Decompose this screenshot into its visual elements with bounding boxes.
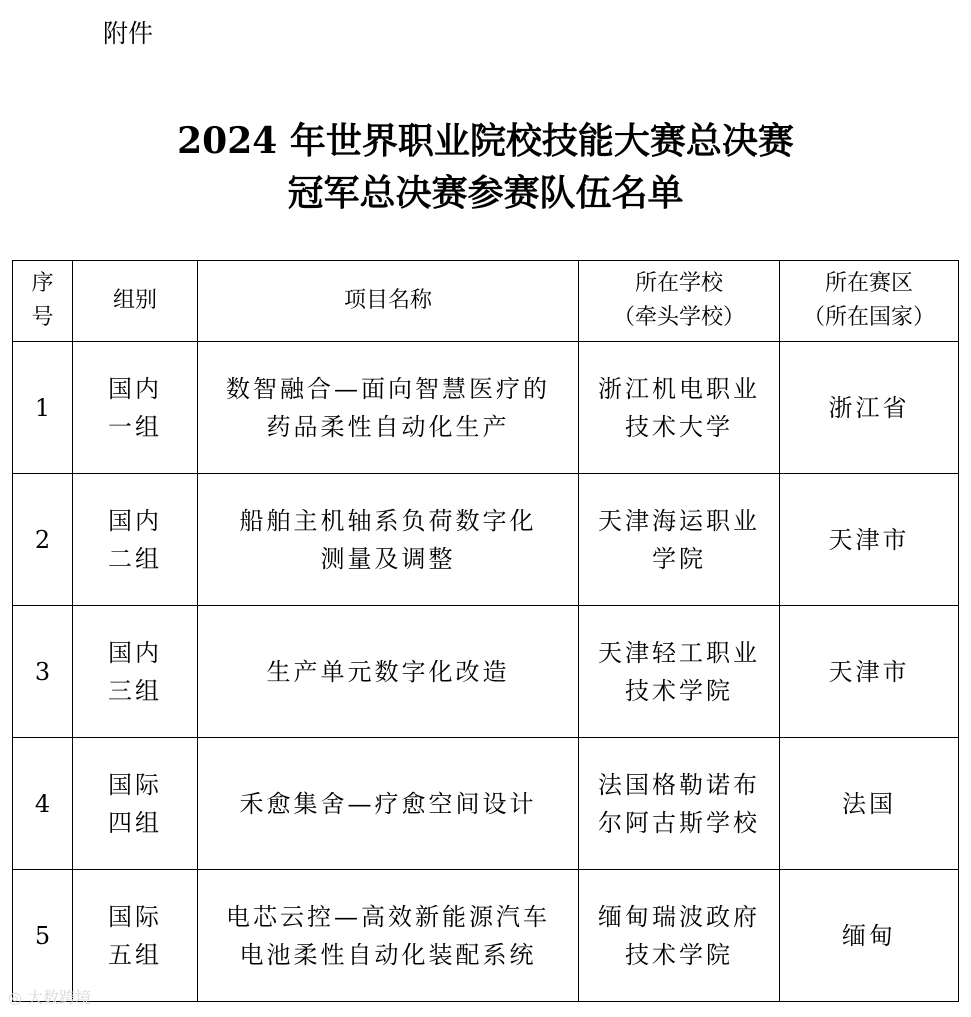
cell-group: 国内 一组 (73, 342, 198, 474)
cell-seq: 2 (13, 474, 73, 606)
cell-project: 电芯云控—高效新能源汽车 电池柔性自动化装配系统 (198, 870, 579, 1002)
cell-seq: 1 (13, 342, 73, 474)
table-row (13, 870, 959, 1002)
cell-project: 禾愈集舍—疗愈空间设计 (198, 738, 579, 870)
team-roster-table (12, 260, 959, 1002)
table-row (13, 738, 959, 870)
attachment-label: 附件 (103, 19, 154, 48)
watermark-logo-icon: ◎ (8, 988, 22, 1007)
cell-seq: 5 (13, 870, 73, 1002)
cell-group: 国际 四组 (73, 738, 198, 870)
cell-region: 浙江省 (780, 342, 959, 474)
cell-school: 缅甸瑞波政府 技术学院 (579, 870, 780, 1002)
cell-group: 国际 五组 (73, 870, 198, 1002)
watermark (8, 985, 91, 1008)
cell-region: 天津市 (780, 606, 959, 738)
header-region: 所在赛区 （所在国家） (780, 261, 959, 342)
header-seq: 序 号 (13, 261, 73, 342)
cell-school: 法国格勒诺布 尔阿古斯学校 (579, 738, 780, 870)
cell-seq: 3 (13, 606, 73, 738)
header-group: 组别 (73, 261, 198, 342)
title-line-2: 冠军总决赛参赛队伍名单 (287, 172, 684, 214)
cell-group: 国内 二组 (73, 474, 198, 606)
cell-project: 船舶主机轴系负荷数字化 测量及调整 (198, 474, 579, 606)
cell-school: 天津海运职业 学院 (579, 474, 780, 606)
table-row (13, 606, 959, 738)
document-title (0, 115, 971, 219)
cell-group: 国内 三组 (73, 606, 198, 738)
cell-region: 天津市 (780, 474, 959, 606)
cell-project: 生产单元数字化改造 (198, 606, 579, 738)
table-row (13, 342, 959, 474)
header-school: 所在学校 （牵头学校） (579, 261, 780, 342)
table-header-row (13, 261, 959, 342)
cell-region: 法国 (780, 738, 959, 870)
cell-region: 缅甸 (780, 870, 959, 1002)
cell-school: 浙江机电职业 技术大学 (579, 342, 780, 474)
cell-school: 天津轻工职业 技术学院 (579, 606, 780, 738)
table-row (13, 474, 959, 606)
title-line-1: 2024 年世界职业院校技能大赛总决赛 (177, 120, 794, 162)
header-project: 项目名称 (198, 261, 579, 342)
watermark-text: 大数跨境 (27, 988, 92, 1007)
cell-seq: 4 (13, 738, 73, 870)
cell-project: 数智融合—面向智慧医疗的 药品柔性自动化生产 (198, 342, 579, 474)
